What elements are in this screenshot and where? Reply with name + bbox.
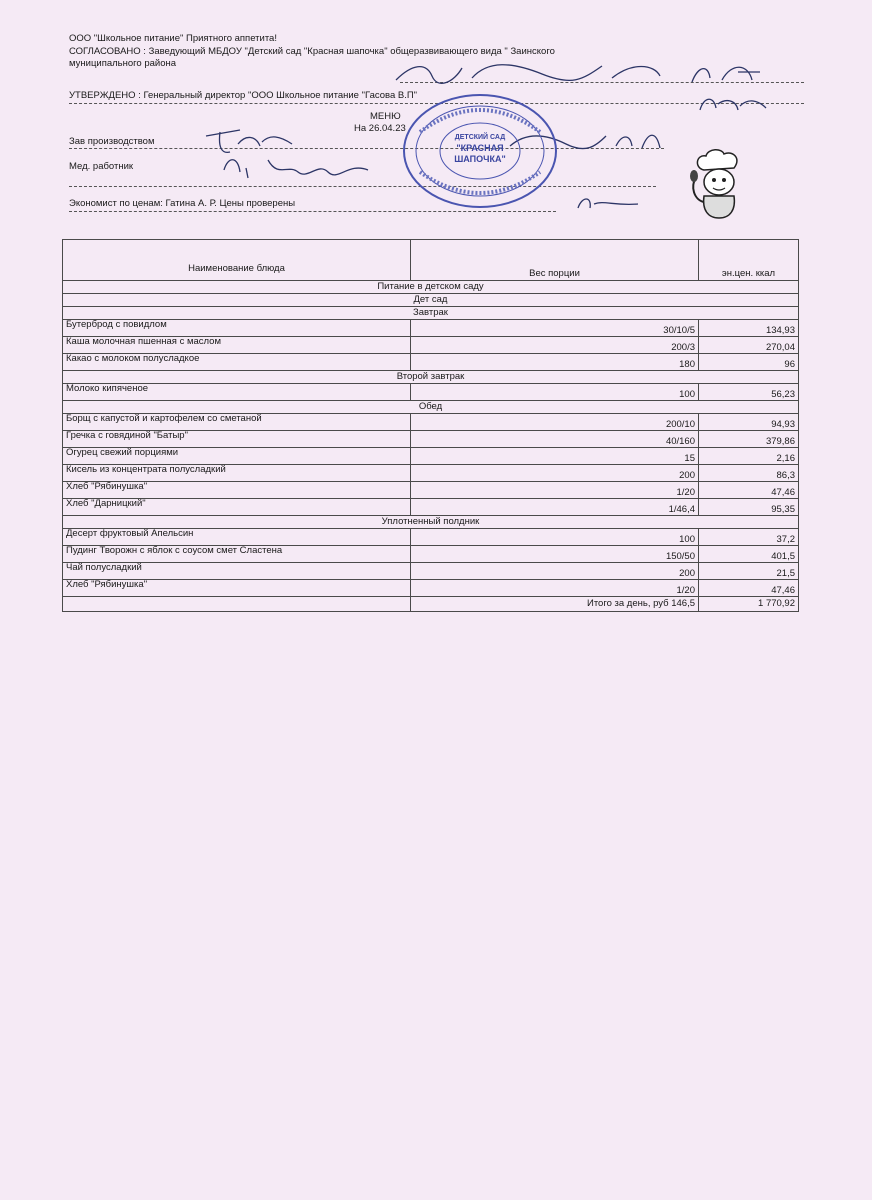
dish-kcal: 270,04 (699, 337, 799, 354)
medic-line (69, 186, 656, 187)
dish-name: Борщ с капустой и картофелем со сметаной (63, 414, 411, 431)
dish-name: Пудинг Творожн с яблок с соусом смет Сластена (63, 546, 411, 563)
table-row (63, 354, 799, 371)
table-row (63, 580, 799, 597)
dish-weight: 1/20 (411, 482, 699, 499)
section-row (63, 307, 799, 320)
table-row (63, 529, 799, 546)
dish-weight: 200/10 (411, 414, 699, 431)
dish-kcal: 47,46 (699, 482, 799, 499)
dish-kcal: 2,16 (699, 448, 799, 465)
dish-kcal: 401,5 (699, 546, 799, 563)
section-row (63, 371, 799, 384)
dish-name: Хлеб "Дарницкий" (63, 499, 411, 516)
dish-weight: 200/3 (411, 337, 699, 354)
table-row (63, 320, 799, 337)
dish-name: Гречка с говядиной "Батыр" (63, 431, 411, 448)
dish-name: Хлеб "Рябинушка" (63, 482, 411, 499)
dish-weight: 200 (411, 563, 699, 580)
agreed-line: СОГЛАСОВАНО : Заведующий МБДОУ "Детский сад "Красная шапочка" общеразвивающего вида " Заинского (69, 46, 555, 57)
menu-date: На 26.04.23 (354, 123, 406, 134)
dish-weight: 1/20 (411, 580, 699, 597)
total-kcal: 1 770,92 (699, 597, 799, 612)
dish-kcal: 37,2 (699, 529, 799, 546)
dish-weight: 150/50 (411, 546, 699, 563)
dish-weight: 30/10/5 (411, 320, 699, 337)
section-label: Питание в детском саду (63, 281, 799, 294)
table-row (63, 448, 799, 465)
dish-kcal: 96 (699, 354, 799, 371)
section-label: Уплотненный полдник (63, 516, 799, 529)
dish-name: Десерт фруктовый Апельсин (63, 529, 411, 546)
col-kcal-header: эн.цен. ккал (699, 240, 799, 281)
dish-kcal: 47,46 (699, 580, 799, 597)
dish-kcal: 86,3 (699, 465, 799, 482)
table-row (63, 414, 799, 431)
production-head-label: Зав производством (69, 136, 155, 147)
economist-line-rule (69, 211, 556, 212)
stamp-text-2: "КРАСНАЯ (456, 143, 504, 153)
table-row (63, 337, 799, 354)
section-label: Обед (63, 401, 799, 414)
signature-economist-drawing (574, 194, 644, 214)
table-row (63, 499, 799, 516)
table-row (63, 431, 799, 448)
section-row (63, 516, 799, 529)
table-row (63, 482, 799, 499)
signature-medic-drawing (218, 150, 378, 184)
dish-weight: 40/160 (411, 431, 699, 448)
col-weight-header: Вес порции (411, 240, 699, 281)
dish-weight: 200 (411, 465, 699, 482)
stamp-text-3: ШАПОЧКА" (454, 154, 506, 164)
section-row (63, 401, 799, 414)
section-label: Второй завтрак (63, 371, 799, 384)
table-row (63, 563, 799, 580)
table-row (63, 465, 799, 482)
table-row (63, 384, 799, 401)
dish-weight: 100 (411, 529, 699, 546)
menu-title: МЕНЮ (370, 111, 401, 122)
org-line: ООО "Школьное питание" Приятного аппетита! (69, 33, 277, 44)
section-row (63, 294, 799, 307)
menu-table (62, 239, 799, 612)
dish-name: Бутерброд с повидлом (63, 320, 411, 337)
total-row (63, 597, 799, 612)
dish-name: Кисель из концентрата полусладкий (63, 465, 411, 482)
dish-kcal: 379,86 (699, 431, 799, 448)
economist-line: Экономист по ценам: Гатина А. Р. Цены проверены (69, 198, 296, 209)
dish-weight: 15 (411, 448, 699, 465)
dish-kcal: 21,5 (699, 563, 799, 580)
dish-name: Чай полусладкий (63, 563, 411, 580)
dish-name: Какао с молоком полусладкое (63, 354, 411, 371)
section-label: Завтрак (63, 307, 799, 320)
total-empty-cell (63, 597, 411, 612)
table-row (63, 546, 799, 563)
agreed-line-cont: муниципального района (69, 58, 177, 69)
dish-name: Молоко кипяченое (63, 384, 411, 401)
dish-weight: 180 (411, 354, 699, 371)
col-name-header: Наименование блюда (63, 240, 411, 281)
dish-kcal: 94,93 (699, 414, 799, 431)
approved-line: УТВЕРЖДЕНО : Генеральный директор "ООО Школьное питание "Гасова В.П" (69, 90, 418, 101)
section-label: Дет сад (63, 294, 799, 307)
dish-kcal: 134,93 (699, 320, 799, 337)
stamp-text-1: ДЕТСКИЙ САД (454, 134, 506, 141)
dish-weight: 1/46,4 (411, 499, 699, 516)
dish-weight: 100 (411, 384, 699, 401)
chef-icon (688, 148, 750, 220)
dish-name: Огурец свежий порциями (63, 448, 411, 465)
dish-name: Каша молочная пшенная с маслом (63, 337, 411, 354)
total-label: Итого за день, руб 146,5 (411, 597, 699, 612)
medic-label: Мед. работник (69, 161, 134, 172)
kindergarten-stamp (400, 92, 560, 210)
signature-agreed-drawing (392, 58, 772, 88)
dish-name: Хлеб "Рябинушка" (63, 580, 411, 597)
section-row (63, 281, 799, 294)
signature-approved-drawing (696, 94, 776, 116)
dish-kcal: 95,35 (699, 499, 799, 516)
dish-kcal: 56,23 (699, 384, 799, 401)
table-header-row (63, 240, 799, 281)
